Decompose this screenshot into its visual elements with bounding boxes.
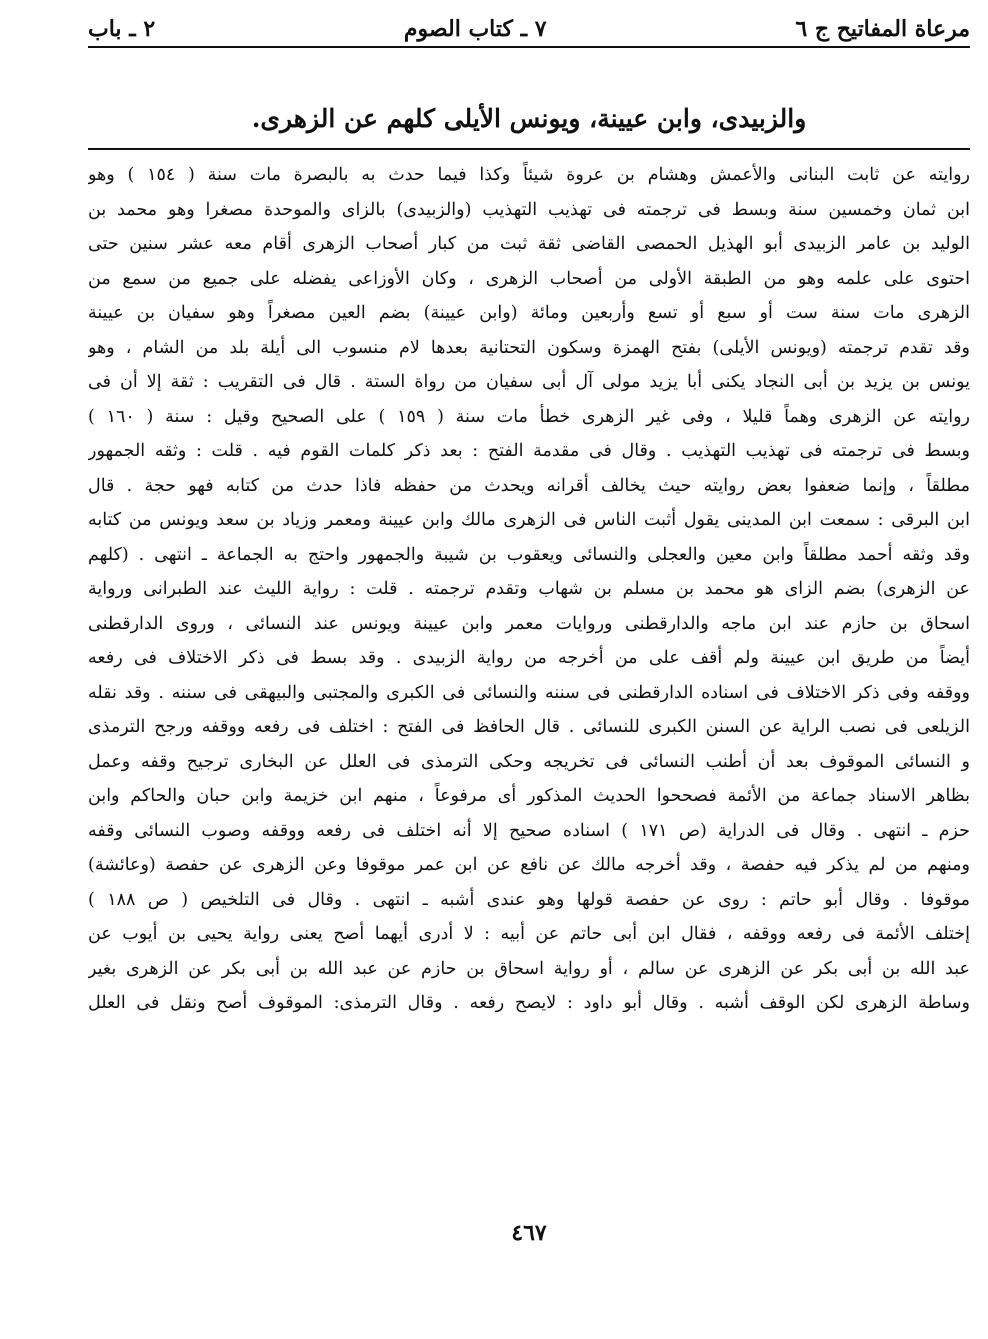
text-line: موقوفا . وقال أبو حاتم : روى عن حفصة قولها وهو عندى أشبه ـ انتهى . وقال فى التلخيص ( ص ١٨٨ ): [88, 889, 970, 910]
running-header: [88, 14, 970, 44]
text-line: وقد تقدم ترجمته (ويونس الأيلى) بفتح الهمزة وسكون التحتانية بعدها لام منسوب الى أيلة بلد من الشام ، وهو: [88, 337, 970, 358]
text-line: عبد الله بن أبى بكر عن الزهرى عن سالم ، أو رواية اسحاق بن حازم عن عبد الله بن أبى بكر عن الزهرى بغير: [88, 958, 970, 979]
text-line: يونس بن يزيد بن أبى النجاد يكنى أبا يزيد مولى آل أبى سفيان من رواة الستة . قال فى التقريب : ثقة إلا أن فى: [88, 372, 970, 392]
text-line: احتوى على علمه وهو من الطبقة الأولى من أصحاب الزهرى ، وكان الأوزاعى يفضله على جميع من سمع من: [88, 268, 970, 289]
header-chapter-title: ٧ ـ كتاب الصوم: [403, 16, 547, 42]
text-line: إختلف الأئمة فى رفعه ووقفه ، فقال ابن أبى حاتم عن أبيه : لا أدرى أيهما أصح يعنى رواية يحيى بن أيوب عن: [88, 924, 970, 944]
text-line: وبسط فى ترجمته فى تهذيب التهذيب . وقال فى مقدمة الفتح : بعد ذكر كلمات القوم فيه . قلت : وثقه الجمهور: [88, 441, 970, 461]
text-line: ووقفه وفى ذكر الاختلاف فى اسناده الدارقطنى فى سننه والنسائى فى الكبرى والمجتبى والبيهقى فى سننه . وقد نقله: [88, 682, 970, 703]
text-line: الوليد بن عامر الزبيدى أبو الهذيل الحمصى القاضى ثقة ثبت من كبار أصحاب الزهرى أقام معه عشر سنين حتى: [88, 234, 970, 254]
text-line: مطلقاً ، وإنما ضعفوا بعض روايته حيث يخالف أقرانه ويحدث من حفظه فاذا حدث من كتابه فهو حجة . قال: [88, 475, 970, 496]
header-book-title: مرعاة المفاتيح ج ٦: [795, 16, 970, 42]
text-line: عن الزهرى) بضم الزاى هو محمد بن مسلم بن شهاب وتقدم ترجمته . قلت : رواية الليث عند الطبرانى ورواية: [88, 579, 970, 599]
section-rule: [88, 148, 970, 150]
text-line: ابن ثمان وخمسين سنة وبسط فى ترجمته فى تهذيب التهذيب (والزبيدى) بالزاى والموحدة مصغرا وهو محمد بن: [88, 199, 970, 220]
text-line: و النسائى الموقوف بعد أن أطنب النسائى فى تخريجه وحكى الترمذى فى العلل عن البخارى ترجيح وقفه وعمل: [88, 751, 970, 772]
text-line: وقد وثقه أحمد مطلقاً وابن معين والعجلى والنسائى ويعقوب بن شيبة والجمهور واحتج به الجماعة ـ انتهى . (كلهم: [88, 544, 970, 565]
text-line: وساطة الزهرى لكن الوقف أشبه . وقال أبو داود : لايصح رفعه . وقال الترمذى: الموقوف أصح ونقل فى العلل: [88, 993, 970, 1013]
text-line: بظاهر الاسناد جماعة من الأئمة فصححوا الحديث المذكور أى مرفوعاً ، منهم ابن خزيمة وابن حبان والحاكم وابن: [88, 786, 970, 806]
text-line: ومنهم من لم يذكر فيه حفصة ، وقد أخرجه مالك عن نافع عن ابن عمر موقوفا وعن الزهرى عن حفصة (وعائشة): [88, 855, 970, 875]
commentary-body: [88, 158, 970, 1021]
text-line: روايته عن الزهرى وهماً قليلا ، وفى غير الزهرى خطأ مات سنة ( ١٥٩ ) على الصحيح وقيل : سنة ( ١٦٠ ): [88, 406, 970, 427]
text-line: روايته عن ثابت البنانى والأعمش وهشام بن عروة شيئاً وكذا فيما حدث به بالبصرة مات سنة ( ١٥٤ ) وهو: [88, 165, 970, 185]
text-line: ابن البرقى : سمعت ابن المدينى يقول أثبت الناس فى الزهرى مالك وابن عيينة ومعمر وزياد بن سعد ويونس من كتابه: [88, 510, 970, 530]
header-rule: [88, 46, 970, 48]
text-line: اسحاق بن حازم عند ابن ماجه والدارقطنى وروايات معمر وابن عيينة ويونس عند النسائى ، وروى الدارقطنى: [88, 613, 970, 634]
hadith-text-heading: والزبيدى، وابن عيينة، ويونس الأيلى كلهم عن الزهرى.: [251, 104, 807, 133]
text-line: الزيلعى فى نصب الراية عن السنن الكبرى للنسائى . قال الحافظ فى الفتح : اختلف فى رفعه ووقفه ورجح الترمذى: [88, 717, 970, 737]
text-line: أيضاً من طريق ابن عيينة ولم أقف على من أخرجه من رواية الزبيدى . وقد بسط فى ذكر الاختلاف فى رفعه: [88, 648, 970, 668]
header-section-label: ٢ ـ باب: [88, 16, 156, 42]
text-line: الزهرى مات سنة ست أو سبع أو تسع وأربعين ومائة (وابن عيينة) بضم العين مصغراً وهو سفيان بن عيينة: [88, 303, 970, 323]
text-line: حزم ـ انتهى . وقال فى الدراية (ص ١٧١ ) اسناده صحيح إلا أنه اختلف فى رفعه ووقفه وصوب النسائى وقفه: [88, 820, 970, 841]
page-number: ٤٦٧: [511, 1220, 547, 1246]
